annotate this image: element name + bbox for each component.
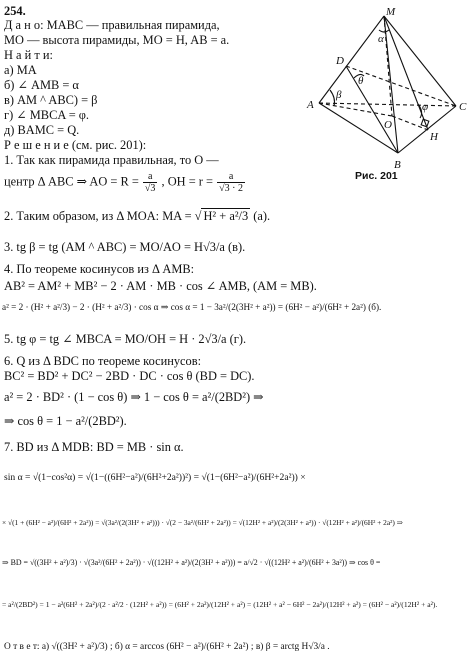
step-5: 5. tg φ = tg ∠ MBCA = MO/OH = H · 2√3/a (г). (4, 332, 247, 346)
step-7: 7. BD из Δ MDB: BD = MB · sin α. (4, 440, 184, 454)
label-b: B (394, 159, 401, 171)
problem-number: 254. (4, 4, 26, 18)
step-4-formula: AB² = AM² + MB² − 2 · AM · MB · cos ∠ AMB, (AM = MB). (4, 279, 317, 293)
label-theta: θ (358, 75, 364, 87)
step-2: 2. Таким образом, из Δ MOA: MA = √ H² + a²/3 (а). (4, 209, 271, 223)
step-6-result: ⇒ cos θ = 1 − a²/(2BD²). (4, 414, 127, 428)
pyramid-figure (306, 6, 471, 174)
step-1-mid: , OH = r = (161, 174, 214, 189)
given-line-1: Д а н о: MABC — правильная пирамида, (4, 18, 220, 32)
find-item-c: в) AM ^ ABC) = β (4, 93, 98, 107)
step-7-product: × √(1 + (6H² − a²)/(6H² + 2a²)) = √(3a²/(2(3H² + a²))) · √(2 − 3a²/(6H² + 2a²)) = √(12H² + a²)/(2(3H² + a²)) · √(12H² + a²)/(6H² + 2a²) ⇒ (2, 518, 403, 527)
step-1-pre: центр Δ ABC ⇒ AO = R = (4, 174, 139, 189)
edge-ac (319, 103, 456, 106)
find-item-d: г) ∠ MBCA = φ. (4, 108, 90, 122)
step-7-sin: sin α = √(1−cos²α) = √(1−((6H²−a²)/(6H²+2a²))²) = √(1−(6H²−a²)/(6H²+2a²)) × (4, 472, 306, 483)
fraction-r-small: $\frac{a}{√3 \cdot 2}$ (219, 171, 243, 194)
step-1-line-b (4, 171, 246, 194)
label-beta: β (336, 89, 342, 101)
step-4: 4. По теореме косинусов из Δ AMB: (4, 262, 195, 276)
given-line-2: MO — высота пирамиды, MO = H, AB = a. (4, 33, 230, 47)
fraction-r: $\frac{a}{√3}$ (144, 171, 156, 194)
step-6-formula: BC² = BD² + DC² − 2BD · DC · cos θ (BD = DC). (4, 369, 255, 383)
find-item-a: а) MA (4, 63, 37, 77)
segment-oh (392, 116, 428, 130)
step-7-cos: = a²/(2BD²) = 1 − a²(6H² + 2a²)/(2 · a²/2 · (12H² + a²)) = (6H² + 2a²)/(12H² + a²) = (12H² + a² − 6H² − 2a²)/(12H² + a²) = (6H² − a²)/(12H² + a²). (2, 600, 438, 609)
find-heading: Н а й т и: (4, 48, 53, 62)
label-m: M (386, 6, 396, 18)
edge-ma (319, 16, 384, 103)
step-1-line-a: 1. Так как пирамида правильная, то O — (4, 153, 219, 167)
label-d: D (336, 55, 344, 67)
label-alpha: α (378, 33, 384, 45)
step-2-end: (а). (253, 209, 271, 223)
solution-heading: Р е ш е н и е (см. рис. 201): (4, 138, 147, 152)
label-phi: φ (422, 101, 429, 113)
step-4-result: a² = 2 · (H² + a²/3) − 2 · (H² + a²/3) · cos α ⇒ cos α = 1 − 3a²/(2(3H² + a²)) = (6H² − a²)/(6H² + 2a²) (б). (2, 302, 382, 312)
find-item-e: д) BAMC = Q. (4, 123, 80, 137)
step-2-root: H² + a²/3 (203, 209, 249, 223)
step-2-text: 2. Таким образом, из Δ MOA: MA = (4, 209, 192, 223)
step-6-derive: a² = 2 · BD² · (1 − cos θ) ⇒ 1 − cos θ = a²/(2BD²) ⇒ (4, 390, 264, 404)
label-c: C (459, 101, 467, 113)
label-h: H (430, 131, 438, 143)
figure-caption: Рис. 201 (355, 170, 398, 182)
step-7-bd: ⇒ BD = √((3H² + a²)/3) · √(3a²/(6H² + 2a²)) · √((12H² + a²)/(2(3H² + a²))) = a/√2 · √((12H² + a²)/(6H² + 3a²)) ⇒ cos θ = (2, 558, 381, 567)
find-item-b: б) ∠ AMB = α (4, 78, 79, 92)
step-3: 3. tg β = tg (AM ^ ABC) = MO/AO = H√3/a (в). (4, 240, 246, 254)
label-a: A (307, 99, 314, 111)
angle-alpha-arc (379, 30, 389, 32)
label-o: O (384, 119, 392, 131)
answer-line: О т в е т: а) √((3H² + a²)/3) ; б) α = arccos (6H² − a²)/(6H² + 2a²) ; в) β = arctg H√3/a . (4, 642, 330, 652)
step-6: 6. Q из Δ BDC по теореме косинусов: (4, 354, 202, 368)
